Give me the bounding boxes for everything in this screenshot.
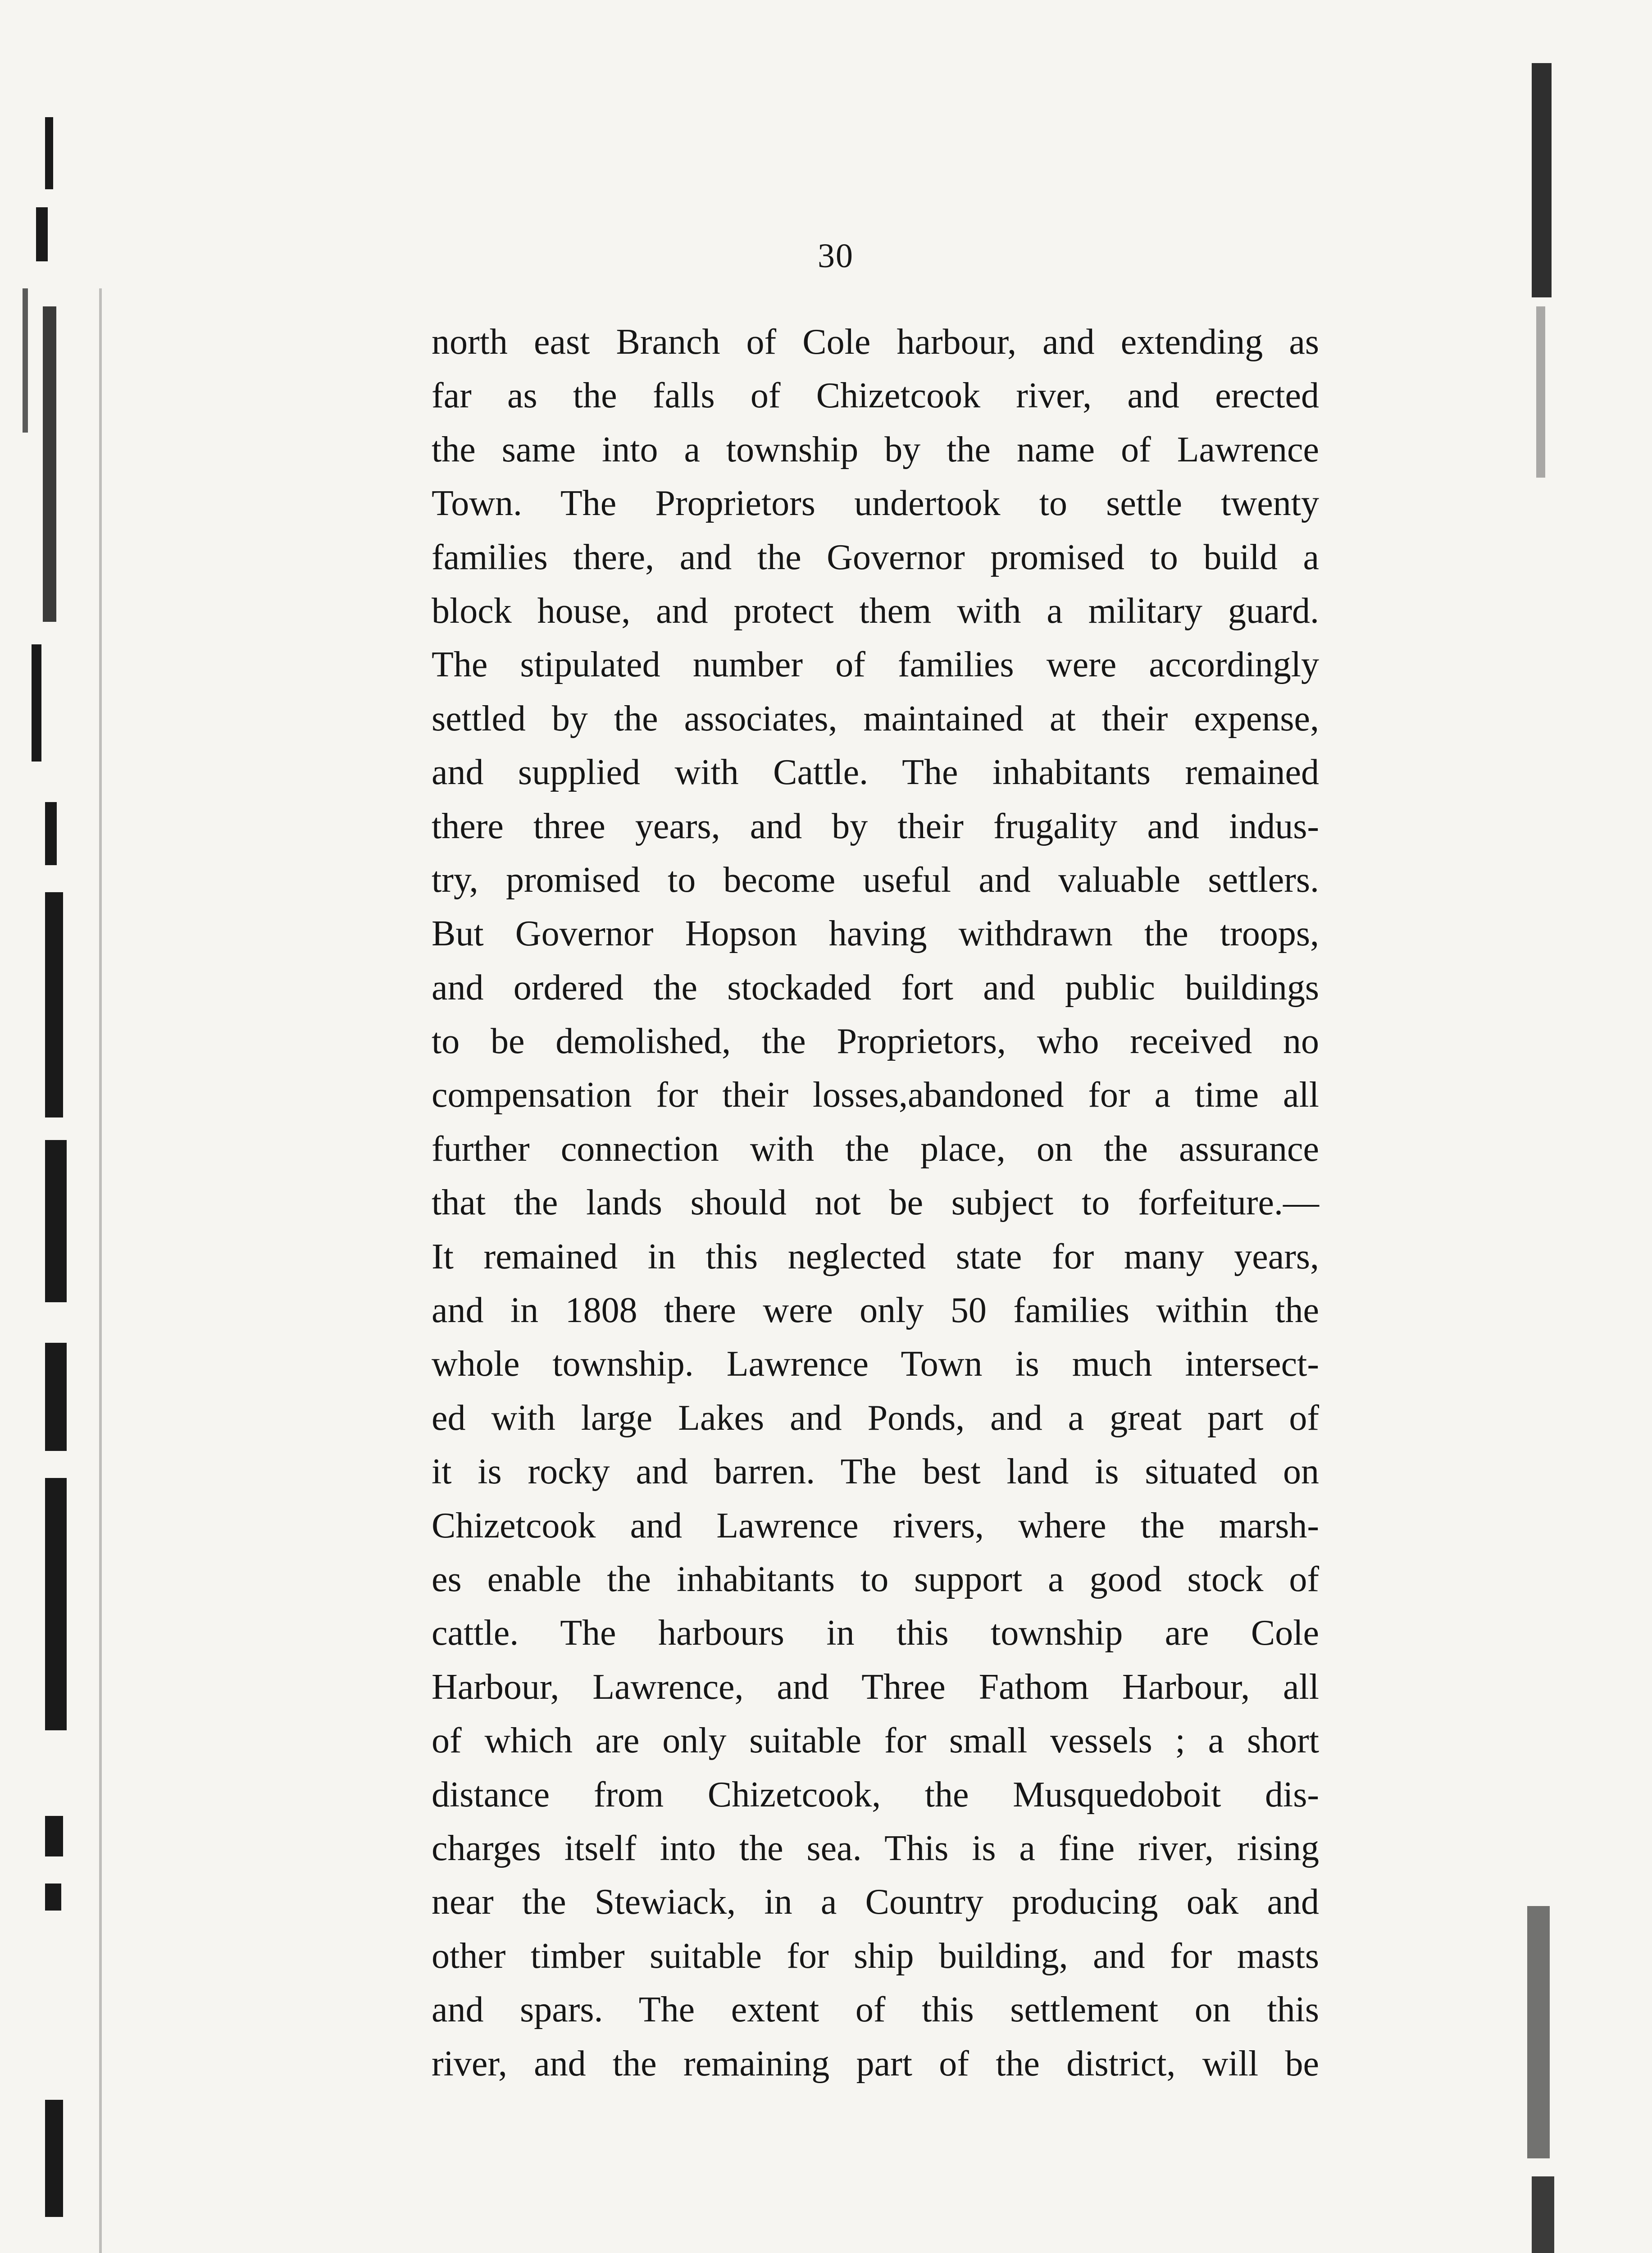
text-line: compensation for their losses,abandoned for a time all: [432, 1075, 1319, 1115]
body-text: [432, 315, 1319, 2091]
text-line: north east Branch of Cole harbour, and extending as: [432, 322, 1319, 362]
text-line: It remained in this neglected state for many years,: [432, 1236, 1319, 1277]
text-line: of which are only suitable for small vessels ; a short: [432, 1721, 1319, 1761]
text-line: Chizetcook and Lawrence rivers, where the marsh-: [432, 1505, 1319, 1546]
text-line: But Governor Hopson having withdrawn the troops,: [432, 914, 1319, 954]
text-line: try, promised to become useful and valuable settlers.: [432, 860, 1319, 900]
text-line: charges itself into the sea. This is a fine river, rising: [432, 1828, 1319, 1868]
text-line: es enable the inhabitants to support a good stock of: [432, 1559, 1319, 1599]
text-line: the same into a township by the name of Lawrence: [432, 429, 1319, 470]
text-line: near the Stewiack, in a Country producing oak and: [432, 1882, 1319, 1922]
text-line: whole township. Lawrence Town is much intersect-: [432, 1344, 1319, 1384]
text-line: and ordered the stockaded fort and public buildings: [432, 967, 1319, 1008]
text-line: there three years, and by their frugality and indus-: [432, 806, 1319, 846]
text-line: other timber suitable for ship building, and for masts: [432, 1936, 1319, 1976]
text-line: The stipulated number of families were accordingly: [432, 645, 1319, 685]
text-line: that the lands should not be subject to forfeiture.—: [432, 1183, 1319, 1223]
text-line: cattle. The harbours in this township are Cole: [432, 1613, 1319, 1653]
text-line: far as the falls of Chizetcook river, and erected: [432, 376, 1319, 416]
text-line: further connection with the place, on the assurance: [432, 1129, 1319, 1169]
text-line: and supplied with Cattle. The inhabitants remained: [432, 753, 1319, 793]
text-line: it is rocky and barren. The best land is situated on: [432, 1452, 1319, 1492]
text-line: and in 1808 there were only 50 families within the: [432, 1291, 1319, 1331]
text-line: settled by the associates, maintained at their expense,: [432, 698, 1319, 739]
text-line: ed with large Lakes and Ponds, and a great part of: [432, 1398, 1319, 1438]
left-scan-edge-artifact: [18, 36, 113, 2253]
text-line: and spars. The extent of this settlement on this: [432, 1990, 1319, 2030]
page-number: 30: [818, 237, 854, 275]
text-line: families there, and the Governor promised to build a: [432, 537, 1319, 577]
text-line: distance from Chizetcook, the Musquedoboit dis-: [432, 1774, 1319, 1815]
text-line: block house, and protect them with a military guard.: [432, 591, 1319, 631]
text-line: river, and the remaining part of the district, will be: [432, 2043, 1319, 2084]
right-scan-edge-artifact: [1514, 36, 1568, 2253]
text-line: to be demolished, the Proprietors, who received no: [432, 1022, 1319, 1062]
text-line: Harbour, Lawrence, and Three Fathom Harbour, all: [432, 1667, 1319, 1707]
text-line: Town. The Proprietors undertook to settle twenty: [432, 483, 1319, 524]
